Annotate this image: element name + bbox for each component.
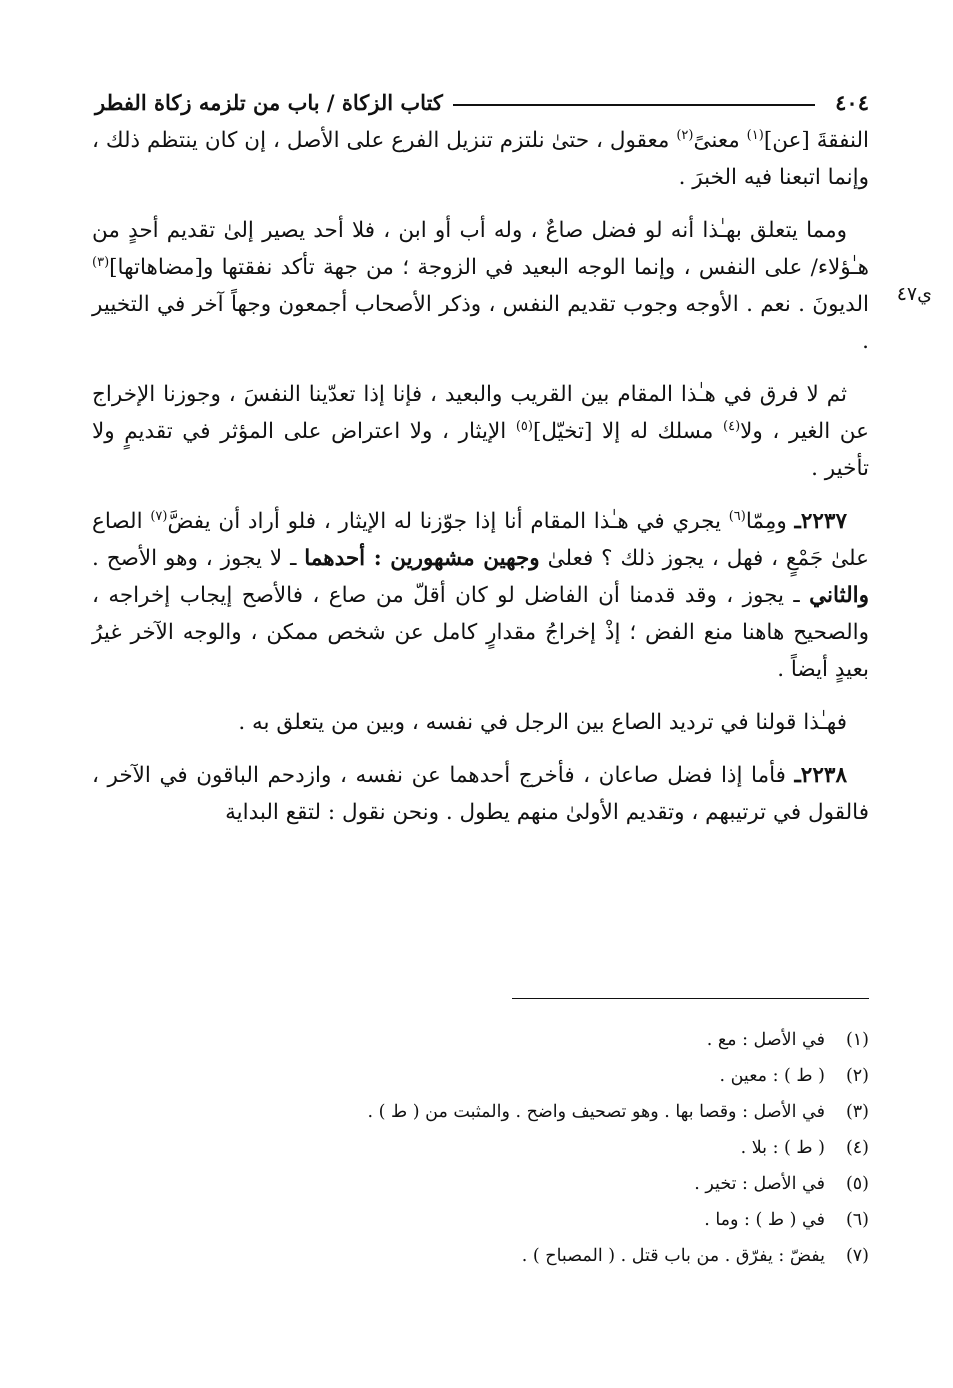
section-number: ٢٢٣٧ـ (794, 509, 848, 534)
footnote (92, 1166, 869, 1202)
bold-term: والثاني (809, 583, 869, 608)
footnote (92, 1058, 869, 1094)
footnote (92, 1022, 869, 1058)
running-header (95, 84, 869, 120)
footnote (92, 1130, 869, 1166)
text-span: معنىً (693, 128, 747, 153)
footnote-ref[interactable]: (٢) (676, 127, 694, 143)
paragraph-6 (92, 757, 869, 831)
footnote-number: (٢) (845, 1066, 869, 1086)
footnotes (92, 1022, 869, 1274)
footnote-text: في ( ط ) : وما . (704, 1210, 825, 1230)
paragraph-2 (92, 212, 869, 360)
text-span: يجري في هـٰذا المقام أنا إذا جوّزنا له الإيثار ، فلو أراد أن يفضَّ (167, 509, 729, 534)
paragraph-5 (92, 704, 869, 741)
paragraph-1 (92, 122, 869, 196)
main-text (92, 122, 869, 847)
text-span: ومما يتعلق بهـٰذا أنه لو فضل صاعٌ ، وله أب أو ابن ، فلا أحد يصير إلىٰ تقديم أحدٍ من هـٰؤلاء/ على النفس ، وإنما الوجه البعيد في الزوجة ؛ من جهة تأكد نفقتها و[مضاهاتها] (92, 218, 869, 280)
footnote-ref[interactable]: (٧) (150, 508, 168, 524)
footnote-number: (٧) (845, 1246, 869, 1266)
paragraph-4 (92, 503, 869, 688)
footnote-number: (٥) (845, 1174, 869, 1194)
footnote-ref[interactable]: (١) (746, 127, 764, 143)
header-rule (453, 104, 815, 106)
footnote (92, 1202, 869, 1238)
footnote-ref[interactable]: (٥) (515, 418, 533, 434)
footnote (92, 1238, 869, 1274)
footnote-text: ( ط ) : معين . (719, 1066, 825, 1086)
section-number: ٢٢٣٨ـ (794, 763, 847, 788)
footnote-text: في الأصل : وقصا بها . وهو تصحيف واضح . والمثبت من ( ط ) . (367, 1102, 825, 1122)
footnote-ref[interactable]: (٤) (723, 418, 741, 434)
text-span: ـ لا يجوز ، وهو الأصح . (92, 546, 305, 571)
text-span: ـ يجوز ، وقد قدمنا أن الفاضل لو كان أقلّ من صاع ، فالأصح إيجاب إخراجه ، والصحيح هاهنا منع الفض ؛ إذْ إخراجُ مقدارٍ كامل عن شخص ممكن ، والوجه الآخر غيرُ بعيدٍ أيضاً . (92, 583, 869, 682)
footnote (92, 1094, 869, 1130)
page-number: ٤٠٤ (835, 89, 869, 115)
footnote-number: (٣) (845, 1102, 869, 1122)
bold-term: وجهين مشهورين : أحدهما (304, 546, 540, 571)
footnote-number: (٦) (845, 1210, 869, 1230)
footnote-ref[interactable]: (٣) (92, 254, 110, 270)
footnote-ref[interactable]: (٦) (728, 508, 746, 524)
footnote-text: في الأصل : تخير . (694, 1174, 825, 1194)
text-span: الإيثار ، ولا اعتراض على المؤثر في تقديمٍ ولا تأخير . (92, 419, 869, 481)
manuscript-folio-note: ي٤٧ (896, 283, 932, 305)
text-span: فأما إذا فضل صاعان ، فأخرج أحدهما عن نفسه ، وازدحم الباقون في الآخر ، فالقول في ترتيبهم ، وتقديم الأولىٰ منهم يطول . ونحن نقول : لتقع البداية (92, 763, 869, 825)
header-title: كتاب الزكاة / باب من تلزمه زكاة الفطر (95, 89, 443, 115)
footnote-separator (512, 998, 869, 999)
text-span: الديونَ . نعم . الأوجه وجوب تقديم النفس ، وذكر الأصحاب أجمعون وجهاً آخر في التخيير . (92, 292, 869, 354)
footnote-text: ( ط ) : بلا . (740, 1138, 825, 1158)
text-span: مسلك له إلا [تخيّل] (532, 419, 724, 444)
footnote-number: (١) (845, 1030, 869, 1050)
text-span: الصاع علىٰ جَمْعٍ ، فهل ، يجوز ذلك ؟ فعلىٰ (92, 509, 869, 571)
footnote-number: (٤) (845, 1138, 869, 1158)
text-span: معقول ، حتىٰ نلتزم تنزيل الفرع على الأصل ، إن كان ينتظم ذلك ، وإنما اتبعنا فيه الخبرَ . (92, 128, 869, 190)
text-span: ثم لا فرق في هـٰذا المقام بين القريب والبعيد ، فإنا إذا تعدّينا النفسَ ، وجوزنا الإخراج عن الغير ، ولا (92, 382, 870, 444)
paragraph-3 (92, 376, 869, 487)
text-span: فهـٰذا قولنا في ترديد الصاع بين الرجل في نفسه ، وبين من يتعلق به . (238, 710, 847, 735)
text-span: ومِمّا (745, 509, 795, 534)
footnote-text: في الأصل : مع . (706, 1030, 825, 1050)
text-span: النفقةَ [عن] (763, 128, 869, 153)
footnote-text: يفضّ : يفرّق . من باب قتل . ( المصباح ) . (521, 1246, 825, 1266)
